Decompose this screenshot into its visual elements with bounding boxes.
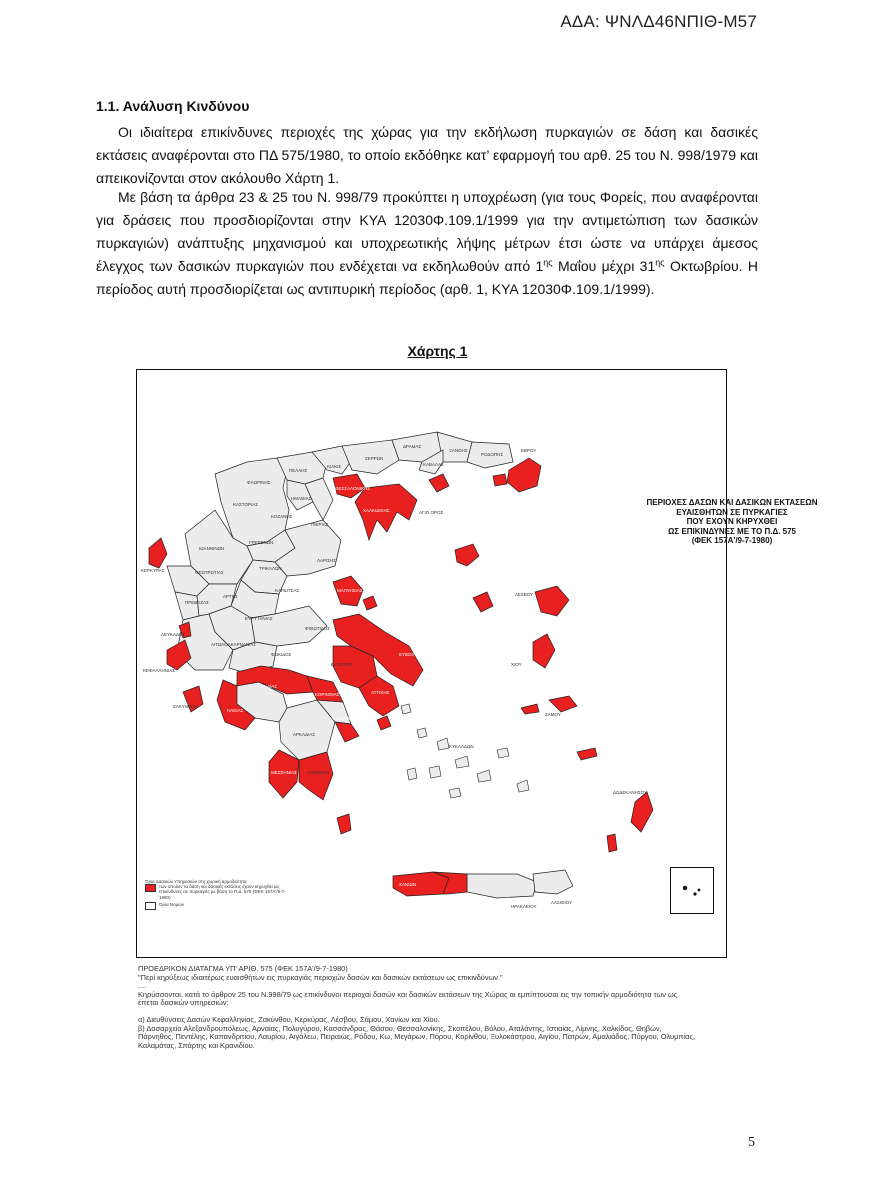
label-kerkyra: ΚΕΡΚΥΡΑΣ [141, 568, 165, 573]
label-arkadias: ΑΡΚΑΔΙΑΣ [293, 732, 316, 737]
superscript-2: ης [655, 257, 665, 268]
label-kastorias: ΚΑΣΤΟΡΙΑΣ [233, 502, 258, 507]
risk-skiathos [363, 596, 377, 610]
section-title: 1.1. Ανάλυση Κινδύνου [96, 98, 250, 114]
caption-dots: .... [138, 981, 147, 991]
label-lakonias: ΛΑΚΩΝΙΑΣ [307, 770, 330, 775]
map-legend [145, 879, 293, 912]
legend-swatch-white [145, 902, 156, 910]
label-evrytanias: ΕΥΡΥΤΑΝΙΑΣ [245, 616, 273, 621]
risk-limnos [455, 544, 479, 566]
label-florinis: ΦΛΩΡΙΝΗΣ [247, 480, 271, 485]
paragraph-2-text-a: Με βάση τα άρθρα 23 & 25 του Ν. 998/79 προκύπτει η υποχρέωση (για τους Φορείς, που αναφέρονται για δράσεις που προσδιορίζονται στην ΚΥΑ 12030Φ.109.1/1999 για την αντιμετώπιση των δασικών πυρκαγιών) ανάπτυξης μηχανισμού και υποχρεωτικής λήψης μέτρων έτσι ώστε να υπάρχει άμεσος έλεγχος των δασικών πυρκαγιών που ενδέχεται να εκδηλωθούν από 1 [96, 189, 758, 274]
label-kilkis: ΚΙΛΚΙΣ [327, 464, 342, 469]
label-trikalon: ΤΡΙΚΑΛΩΝ [259, 566, 282, 571]
risk-lakonias [299, 752, 333, 800]
legend-swatch-red [145, 884, 156, 892]
label-rodopis: ΡΟΔΟΠΗΣ [481, 452, 504, 457]
label-serron: ΣΕΡΡΩΝ [365, 456, 384, 461]
label-aitoloakarnanias: ΑΙΤΩΛΟΑΚΑΡΝΑΝΙΑΣ [211, 642, 257, 647]
page-number: 5 [748, 1135, 755, 1150]
label-thesprotias: ΘΕΣΠΡΩΤΙΑΣ [195, 570, 224, 575]
risk-kythira [337, 814, 351, 834]
paragraph-2-text-b: Μαΐου μέχρι 31 [552, 258, 656, 274]
label-karditsas: ΚΑΡΔΙΤΣΑΣ [275, 588, 300, 593]
risk-skyros [473, 592, 493, 612]
caption-line-5: β) Δασαρχεία Αλεξανδρουπόλεως, Αρναίας, Πολυγύρου, Κασσάνδρας, Θάσου, Θεσσαλονίκης, Σκοπέλου, Βόλου, Αταλάντης, Ιστιαίας, Λίμνης, Χαλκίδος, Θηβών, Πάρνηθος, Πεντέλης, Καπανδριτίου, Λαυρίου, Αιγάλεω, Πειραιώς, Ρόδου, Κω, Μεγάρων, Πόρου, Κορίνθου, Ξυλοκάστρου, Αιγίου, Πατρών, Αμαλιάδος, Πύργου, Ολυμπίας, Καλαμάτας, Σπάρτης και Κρανιδίου. [138, 1023, 695, 1050]
label-prevezis: ΠΡΕΒΕΖΑΣ [185, 600, 209, 605]
label-chiou: ΧΙΟΥ [511, 662, 522, 667]
paragraph-2-text-c: Οκτωβρίου. Η περίοδος αυτή προσδιορίζεται ως αντιπυρική περίοδος (αρθ. 1, ΚΥΑ 12030Φ.109.1/1999). [96, 258, 759, 297]
label-agion-oros: ΑΓΙΟ ΟΡΟΣ [419, 510, 444, 515]
label-zakynthou: ΖΑΚΥΝΘΟΥ [173, 704, 198, 709]
label-kykladon: ΚΥΚΛΑΔΩΝ [449, 744, 474, 749]
label-thessalonikis: ΘΕΣΣΑΛΟΝΙΚΗΣ [335, 486, 371, 491]
legend-white-label: Όρια Νομών [159, 901, 185, 907]
label-lefkados: ΛΕΥΚΑΔΟΣ [161, 632, 186, 637]
label-pellis: ΠΕΛΛΗΣ [289, 468, 308, 473]
risk-ikaria [521, 704, 539, 714]
small-islands [401, 704, 529, 798]
ada-header: ΑΔΑ: ΨΝΛΔ46ΝΠΙΘ-Μ57 [560, 12, 757, 31]
label-grevenon: ΓΡΕΒΕΝΩΝ [249, 540, 274, 545]
prefecture-lasithiou [533, 870, 573, 894]
map-inset-box [670, 867, 714, 914]
greece-fire-risk-map [136, 369, 818, 958]
risk-karpathos [607, 834, 617, 852]
label-xanthis: ΞΑΝΘΗΣ [449, 448, 468, 453]
label-lasithiou: ΛΑΣΙΘΙΟΥ [551, 900, 573, 905]
paragraph-1: Οι ιδιαίτερα επικίνδυνες περιοχές της χώρας για την εκδήλωση πυρκαγιών σε δάση και δασικές εκτάσεις αναφέρονται στο ΠΔ 575/1980, το οποίο εκδόθηκε κατ’ εφαρμογή του αρθ. 25 του Ν. 998/1979 και απεικονίζονται στον ακόλουθο Χάρτη 1. [96, 124, 758, 186]
risk-kranidi [335, 722, 359, 742]
label-ioanninon: ΙΩΑΝΝΙΝΩΝ [199, 546, 225, 551]
label-samou: ΣΑΜΟΥ [545, 712, 561, 717]
paragraph-2 [96, 186, 758, 301]
high-risk-areas [149, 458, 653, 896]
label-messinias: ΜΕΣΣΗΝΙΑΣ [271, 770, 297, 775]
risk-samothraki [493, 474, 507, 486]
prefecture-irakleiou [467, 874, 537, 898]
label-evvoias: ΕΥΒΟΙΑΣ [399, 652, 419, 657]
label-dodekanisou: ΔΩΔΕΚΑΝΗΣΟΥ [613, 790, 648, 795]
map-legend-title: ΠΕΡΙΟΧΕΣ ΔΑΣΩΝ ΚΑΙ ΔΑΣΙΚΩΝ ΕΚΤΑΣΕΩΝ ΕΥΑΙΣΘΗΤΩΝ ΣΕ ΠΥΡΚΑΓΙΕΣ ΠΟΥ ΕΧΟΥΝ ΚΗΡΥΧΘΕΙ ΩΣ ΕΠΙΚΙΝΔΥΝΕΣ ΜΕ ΤΟ Π.Δ. 575 (ΦΕΚ 157Α'/9-7-1980) [646, 498, 818, 545]
label-argolidos: ΑΡΓΟΛΙΔΟΣ [331, 716, 357, 721]
label-fthiotidos: ΦΘΙΩΤΙΔΟΣ [305, 626, 330, 631]
label-imathias: ΗΜΑΘΙΑΣ [291, 496, 312, 501]
label-chalkidikis: ΧΑΛΚΙΔΙΚΗΣ [363, 508, 390, 513]
label-magnisias: ΜΑΓΝΗΣΙΑΣ [337, 588, 363, 593]
caption-line-3: Κηρύσσονται, κατά το άρθρον 25 του Ν.998/79 ως επικίνδυνοι περιοχαί δασών και δασικών εκτάσεων της Χώρας αι εμπίπτουσαι εις την τοπικήν αρμοδιότητα των ως έπεται δασικών υπηρεσιών: [138, 989, 678, 1008]
label-lesvou: ΛΕΣΒΟΥ [515, 592, 534, 597]
risk-thasos [429, 474, 449, 492]
label-voiotias: ΒΟΙΩΤΙΑΣ [331, 662, 352, 667]
risk-rodou [631, 792, 653, 832]
risk-evros [507, 458, 541, 492]
risk-poros [377, 716, 391, 730]
legend-row-red [145, 884, 293, 900]
label-kefallinias: ΚΕΦΑΛΛΗΝΙΑΣ [143, 668, 176, 673]
label-attikis: ΑΤΤΙΚΗΣ [371, 690, 390, 695]
label-kavalas: ΚΑΒΑΛΑΣ [423, 462, 444, 467]
prefecture-prevezis [175, 592, 199, 620]
label-artis: ΑΡΤΗΣ [223, 594, 238, 599]
label-chanion: ΧΑΝΙΩΝ [399, 882, 417, 887]
caption-line-1: ΠΡΟΕΔΡΙΚΟΝ ΔΙΑΤΑΓΜΑ ΥΠ' ΑΡΙΘ. 575 (ΦΕΚ 157Α'/9-7-1980) [138, 964, 348, 973]
label-irakleiou: ΗΡΑΚΛΕΙΟΥ [511, 904, 537, 909]
map-drawing [137, 370, 726, 957]
label-ileias: ΗΛΕΙΑΣ [227, 708, 244, 713]
label-larisis: ΛΑΡΙΣΗΣ [317, 558, 337, 563]
map-title: Χάρτης 1 [407, 343, 468, 359]
label-evrou: ΕΒΡΟΥ [521, 448, 537, 453]
risk-korinthias [307, 676, 343, 702]
superscript-1: ης [543, 257, 553, 268]
legend-heading: Όρια Δασικών Υπηρεσιών στη χωρική αρμοδιότητα [145, 879, 247, 884]
label-korinthias: ΚΟΡΙΝΘΙΑΣ [315, 692, 340, 697]
caption-line-2: "Περί κηρύξεως ιδιαιτέρως ευαισθήτων εις πυρκαγιάς περιοχών δασών και δασικών εκτάσεων ως επικινδύνων." [138, 972, 503, 982]
risk-lesvou [535, 586, 569, 616]
label-achaias: ΑΧΑΪΑΣ [261, 684, 278, 689]
risk-kerkyra [149, 538, 167, 568]
risk-kos [577, 748, 597, 760]
legend-red-label: των οποίων τα δάση και δασικές εκτάσεις έχουν κηρυχθεί ως επικίνδυνες σε πυρκαγιές με βάση το Π.Δ. 575 (ΦΕΚ 157Α'/9-7-1980) [159, 884, 286, 900]
caption-line-4: α) Διευθύνσεις Δασών Κεφαλληνίας, Ζακύνθου, Κερκύρας, Λέσβου, Σάμου, Χανίων και Χίου. [138, 1014, 440, 1024]
label-kozanis: ΚΟΖΑΝΗΣ [271, 514, 293, 519]
risk-samou [549, 696, 577, 712]
label-pierias: ΠΙΕΡΙΑΣ [311, 522, 329, 527]
risk-chiou [533, 634, 555, 668]
legend-row-white [145, 902, 293, 910]
label-dramas: ΔΡΑΜΑΣ [403, 444, 422, 449]
map-caption [138, 965, 698, 1050]
label-fokidos: ΦΩΚΙΔΟΣ [271, 652, 292, 657]
